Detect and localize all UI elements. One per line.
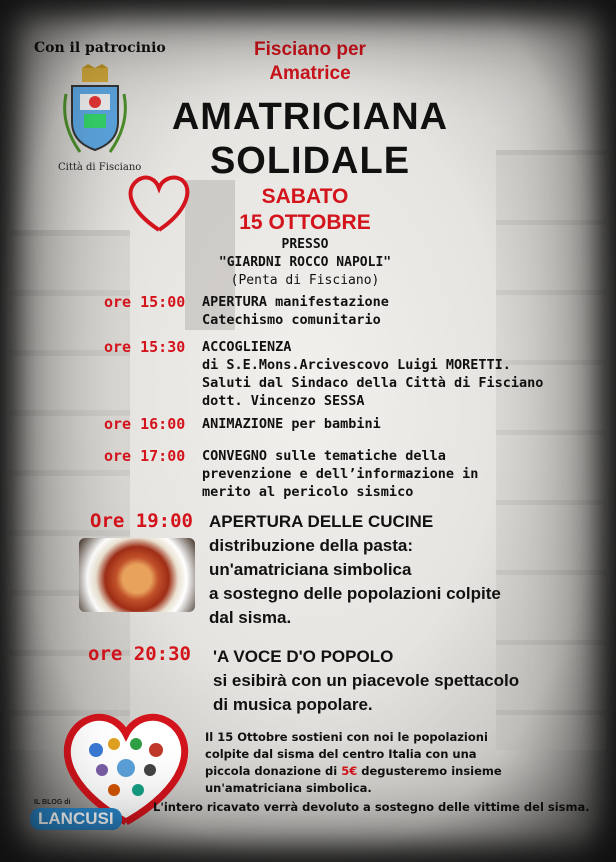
highlight-item-2-line-2: si esibirà con un piacevole spettacolo xyxy=(213,671,520,690)
donation-line-1: Il 15 Ottobre sostieni con noi le popolazioni xyxy=(205,730,488,744)
schedule-item-4 xyxy=(202,447,478,501)
highlight-item-1-line-1: APERTURA DELLE CUCINE xyxy=(209,512,434,531)
schedule-time-4: ore 17:00 xyxy=(104,447,186,465)
donation-line-3-start: piccola donazione di xyxy=(205,764,338,778)
city-caption: Città di Fisciano xyxy=(58,162,142,173)
highlight-item-1-line-4: a sostegno delle popolazioni colpite xyxy=(209,584,501,603)
schedule-item-4-line-3: merito al pericolo sismico xyxy=(202,484,414,500)
schedule-item-2-line-3: Saluti dal Sindaco della Città di Fisciano xyxy=(202,375,544,391)
schedule-time-1: ore 15:00 xyxy=(104,293,186,311)
schedule-item-3-line-1: ANIMAZIONE per bambini xyxy=(202,416,381,432)
highlight-item-2-line-1: 'A VOCE D'O POPOLO xyxy=(213,647,394,666)
schedule-item-4-line-1: CONVEGNO sulle tematiche della xyxy=(202,448,446,464)
donation-amount: 5€ xyxy=(341,764,358,778)
donation-final-note: L'intero ricavato verrà devoluto a sostegno delle vittime del sisma. xyxy=(153,800,590,814)
donation-line-2: colpite dal sisma del centro Italia con una xyxy=(205,747,477,761)
schedule-item-1-line-2: Catechismo comunitario xyxy=(202,312,381,328)
main-title-line-1: AMATRICIANA xyxy=(171,96,449,138)
venue-locality: (Penta di Fisciano) xyxy=(230,273,380,288)
donation-line-3 xyxy=(205,763,565,780)
venue-presso: PRESSO xyxy=(281,237,329,252)
schedule-item-2-line-1: ACCOGLIENZA xyxy=(202,339,292,355)
highlight-item-2 xyxy=(213,645,519,717)
schedule-time-3: ore 16:00 xyxy=(104,415,186,433)
highlight-item-2-line-3: di musica popolare. xyxy=(213,695,373,714)
patronage-label: Con il patrocinio xyxy=(34,40,166,56)
subtitle-line-2: Amatrice xyxy=(269,63,351,84)
highlight-item-1-line-2: distribuzione della pasta: xyxy=(209,536,414,555)
highlight-time-1: Ore 19:00 xyxy=(90,510,193,532)
schedule-item-1-line-1: APERTURA manifestazione xyxy=(202,294,389,310)
schedule-item-1 xyxy=(202,293,389,329)
highlight-item-1 xyxy=(209,510,501,630)
schedule-time-2: ore 15:30 xyxy=(104,338,186,356)
blog-logo: LANCUSI xyxy=(30,808,122,830)
highlight-time-2: ore 20:30 xyxy=(88,643,191,665)
schedule-item-2 xyxy=(202,338,543,410)
donation-line-4: un'amatriciana simbolica. xyxy=(205,781,372,795)
schedule-item-2-line-4: dott. Vincenzo SESSA xyxy=(202,393,365,409)
subtitle-line-1: Fisciano per xyxy=(254,39,366,60)
main-title-line-2: SOLIDALE xyxy=(209,140,411,182)
schedule-item-4-line-2: prevenzione e dell’informazione in xyxy=(202,466,479,482)
amatriciana-pasta-image xyxy=(79,538,195,612)
schedule-item-2-line-2: di S.E.Mons.Arcivescovo Luigi MORETTI. xyxy=(202,357,511,373)
highlight-item-1-line-3: un'amatriciana simbolica xyxy=(209,560,412,579)
heart-outline-icon xyxy=(124,172,194,234)
venue-name: "GIARDNI ROCCO NAPOLI" xyxy=(218,255,392,270)
event-day: SABATO xyxy=(261,185,349,208)
highlight-item-1-line-5: dal sisma. xyxy=(209,608,292,627)
event-date: 15 OTTOBRE xyxy=(239,211,371,234)
schedule-item-3 xyxy=(202,415,381,433)
blog-logo-small-text: IL BLOG di xyxy=(34,799,71,806)
donation-line-3-end: degusteremo insieme xyxy=(361,764,502,778)
